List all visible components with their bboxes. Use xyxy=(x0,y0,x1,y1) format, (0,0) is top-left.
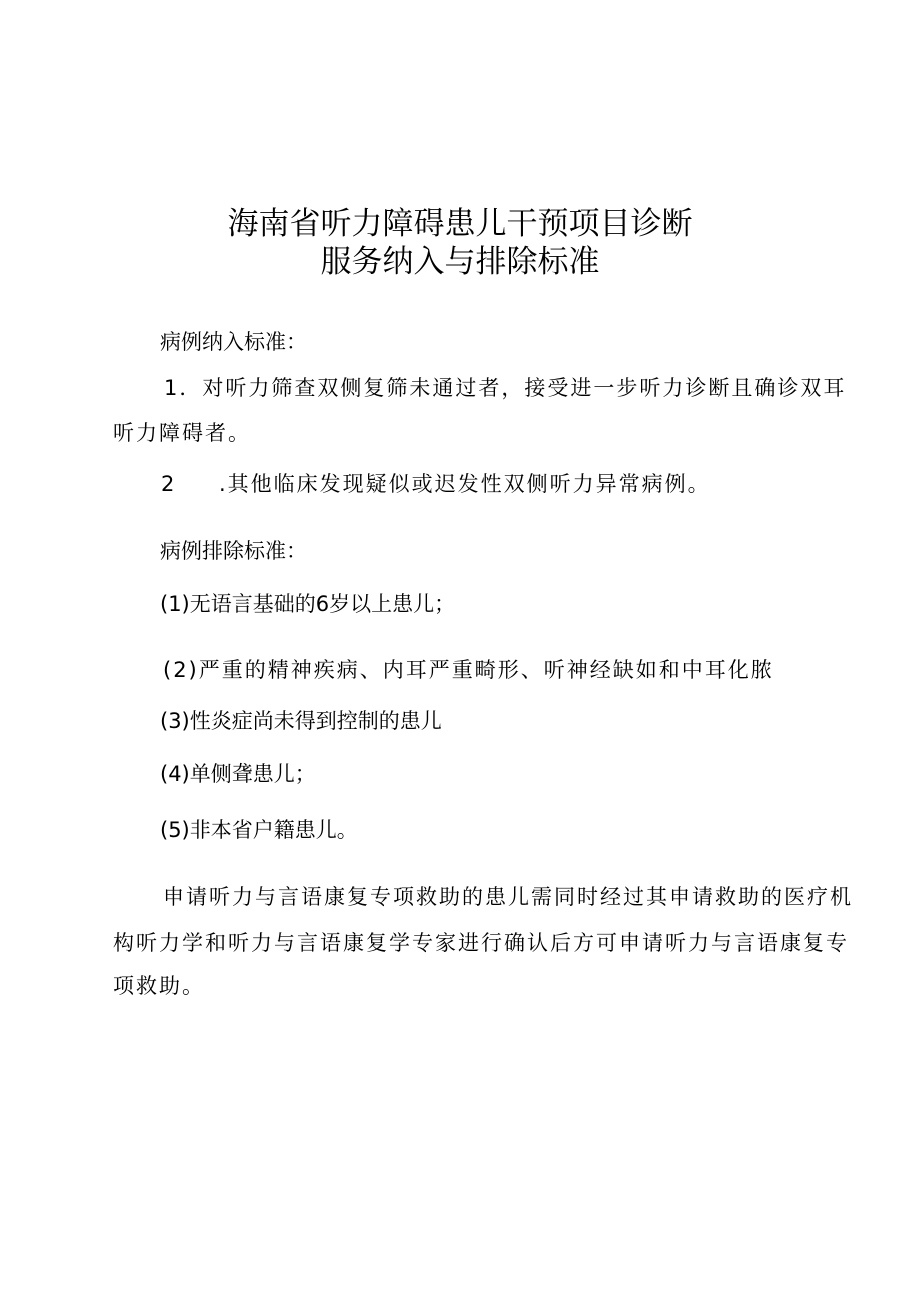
document-title-line-2: 服务纳入与排除标准 xyxy=(320,244,600,280)
note-line-3: 项救助。 xyxy=(113,974,205,998)
exclusion-item-4: (4)单侧聋患儿； xyxy=(160,762,316,786)
document-title-line-1: 海南省听力障碍患儿干预项目诊断 xyxy=(227,206,693,242)
inclusion-item-2-number: 2 xyxy=(161,472,175,496)
exclusion-heading: 病例排除标准： xyxy=(160,539,307,563)
exclusion-item-2: (2)严重的精神疾病、内耳严重畸形、听神经缺如和中耳化脓 xyxy=(163,658,774,682)
note-line-2: 构听力学和听力与言语康复学专家进行确认后方可申请听力与言语康复专 xyxy=(113,931,849,955)
inclusion-item-1-line-2: 听力障碍者。 xyxy=(113,421,251,445)
exclusion-item-3: (3)性炎症尚未得到控制的患儿 xyxy=(160,709,442,733)
inclusion-item-1-line-1: 1．对听力筛查双侧复筛未通过者，接受进一步听力诊断且确诊双耳 xyxy=(164,376,847,400)
inclusion-heading: 病例纳入标准： xyxy=(160,330,307,354)
inclusion-item-2-text: .其他临床发现疑似或迟发性双侧听力异常病例。 xyxy=(219,472,711,496)
exclusion-item-5: (5)非本省户籍患儿。 xyxy=(160,818,358,842)
exclusion-item-1: (1)无语言基础的6岁以上患儿； xyxy=(160,592,456,616)
note-line-1: 申请听力与言语康复专项救助的患儿需同时经过其申请救助的医疗机 xyxy=(163,885,853,909)
